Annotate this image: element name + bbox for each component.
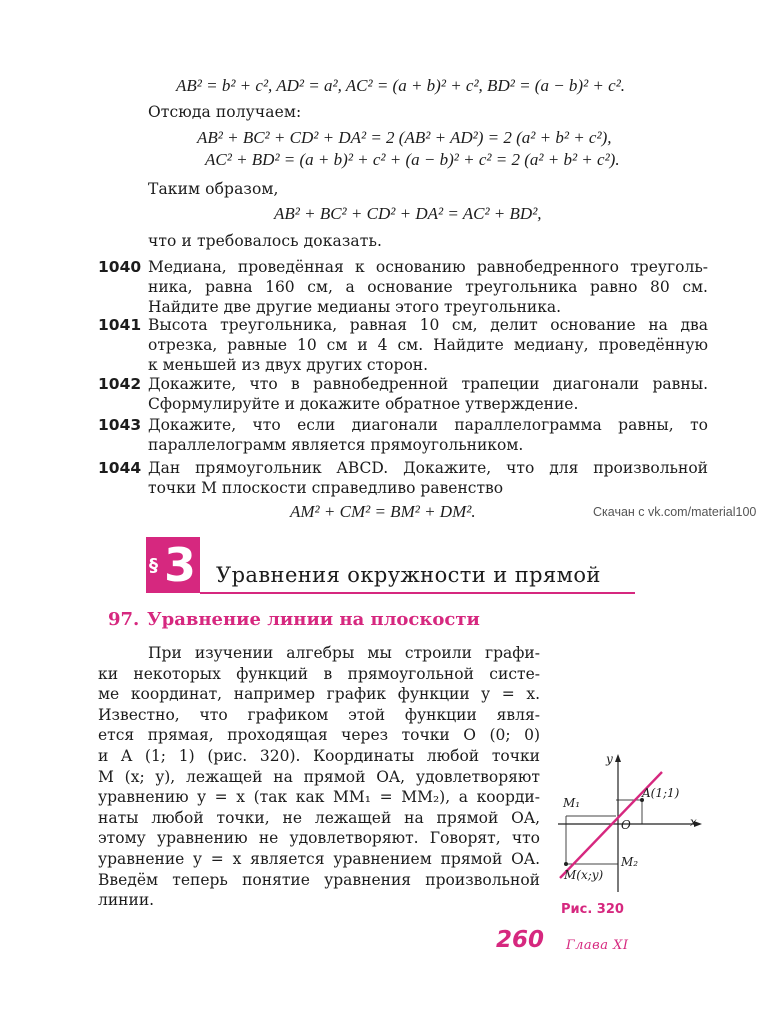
formula-sum-sides: AB² + BC² + CD² + DA² = 2 (AB² + AD²) = 2 (a² + b² + c²),: [197, 128, 612, 147]
page-number: 260: [496, 927, 545, 953]
problem-text: Медиана, проведённая к основанию равнобедренного треуголь- ника, равна 160 см, а основание треугольника равно 80 см. Найдите две другие медианы этого треугольника.: [148, 258, 708, 316]
label-o: O: [621, 818, 631, 832]
label-m2: M₂: [621, 855, 639, 869]
problem-text: Докажите, что в равнобедренной трапеции диагонали равны. Сформулируйте и докажите обратное утверждение.: [148, 375, 708, 413]
problem-number: 1044: [98, 459, 142, 477]
text-obtain: Отсюда получаем:: [148, 103, 302, 121]
problem-number: 1040: [98, 258, 142, 276]
point-m: [564, 862, 568, 866]
body-paragraph: При изучении алгебры мы строили графи- ки некоторых функций в прямоугольной систе- ме координат, например график функции y = x. Известно, что графиком этой функции явля- ется прямая, проходящая через точки O (0; 0) и A (1; 1) (рис. 320). Координаты любой точки M (x; y), лежащей на прямой OA, удовлетворяют уравнению y = x (так как MM₁ = MM₂), а коорди- наты любой точки, не лежащей на прямой OA, этому уравнению не удовлетворяют. Говорят, что уравнение y = x является уравнением прямой OA. Введём теперь понятие уравнения произвольной линии.: [98, 644, 540, 910]
problem-text: Дан прямоугольник ABCD. Докажите, что для произвольной точки M плоскости справедливо равенство: [148, 459, 708, 497]
section-underline: [200, 592, 635, 594]
figure-caption: Рис. 320: [561, 902, 624, 917]
y-axis-arrow: [615, 754, 621, 762]
label-a: A(1;1): [642, 786, 680, 800]
watermark: Скачан с vk.com/material100: [593, 505, 757, 519]
problem-text: Высота треугольника, равная 10 см, делит основание на два отрезка, равные 10 см и 4 см. Найдите медиану, проведённую к меньшей из двух других сторон.: [148, 316, 708, 374]
label-m: M(x;y): [564, 868, 604, 882]
problem-number: 1043: [98, 416, 142, 434]
label-m1: M₁: [563, 796, 581, 810]
section-number: 3: [164, 538, 197, 592]
section-title: Уравнения окружности и прямой: [216, 563, 601, 587]
label-x: x: [690, 815, 697, 829]
subsection-title: Уравнение линии на плоскости: [147, 609, 480, 630]
section-badge: [146, 537, 200, 593]
problem-text: Докажите, что если диагонали параллелограмма равны, то параллелограмм является прямоугольником.: [148, 416, 708, 454]
problem-number: 1042: [98, 375, 142, 393]
label-y: y: [606, 752, 613, 766]
text-qed: что и требовалось доказать.: [148, 232, 383, 250]
text-thus: Таким образом,: [148, 180, 279, 198]
formula-sum-diagonals: AC² + BD² = (a + b)² + c² + (a − b)² + c² = 2 (a² + b² + c²).: [205, 150, 620, 169]
section-symbol: §: [149, 555, 158, 576]
formula-result: AB² + BC² + CD² + DA² = AC² + BD²,: [274, 204, 542, 223]
formula-1044: AM² + CM² = BM² + DM².: [290, 502, 476, 521]
chapter-label: Глава XI: [566, 938, 629, 953]
problem-number: 1041: [98, 316, 142, 334]
subsection-number: 97.: [108, 609, 140, 630]
formula-squares: AB² = b² + c², AD² = a², AC² = (a + b)² + c², BD² = (a − b)² + c².: [176, 76, 626, 95]
